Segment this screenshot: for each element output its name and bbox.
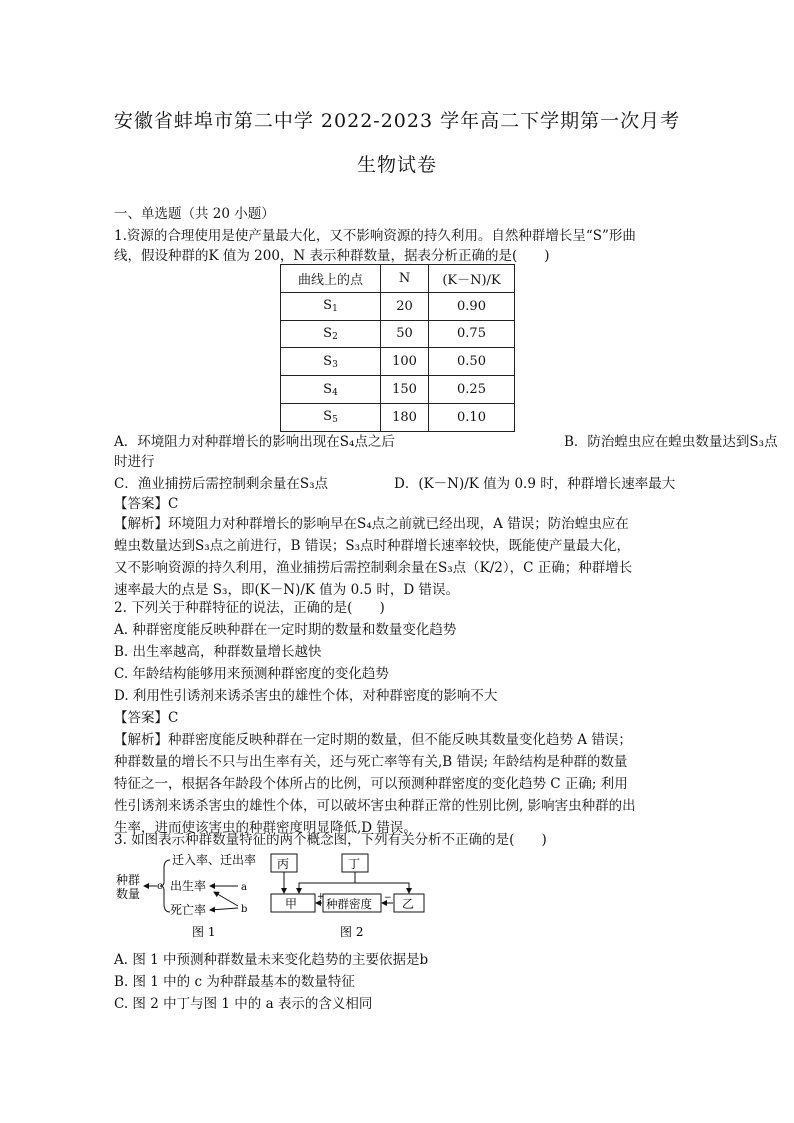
cell-n: 50 <box>381 320 429 348</box>
q1-analysis-line: 【解析】环境阻力对种群增长的影响早在S₄点之前就已经出现，A 错误；防治蝗虫应在 <box>114 516 629 532</box>
figure-1-diagram <box>110 850 270 942</box>
fig1-label-b: b <box>241 904 248 915</box>
fig2-yi: 乙 <box>402 897 415 911</box>
q1-option-c: C．渔业捕捞后需控制剩余量在S₃点 <box>114 476 328 492</box>
q2-analysis-line: 【解析】种群密度能反映种群在一定时期的数量，但不能反映其数量变化趋势 A 错误； <box>114 732 632 748</box>
q3-option: B. 图 1 中的 c 为种群最基本的数量特征 <box>114 974 355 990</box>
q3-option: A. 图 1 中预测种群数量未来变化趋势的主要依据是b <box>114 952 429 968</box>
table-row <box>281 292 515 320</box>
section-heading: 一、单选题（共 20 小题） <box>114 206 275 222</box>
q1-option-b-cont: 时进行 <box>114 454 155 470</box>
fig2-minus: − <box>384 893 392 903</box>
q1-options-ab <box>114 432 778 452</box>
q1-option-b: B．防治蝗虫应在蝗虫数量达到S₃点 <box>564 434 778 450</box>
cell-ratio: 0.10 <box>429 403 515 431</box>
exam-title: 安徽省蚌埠市第二中学 2022-2023 学年高二下学期第一次月考 <box>113 110 681 132</box>
fig1-arrow-b-death <box>210 908 238 910</box>
q2-option: A. 种群密度能反映种群在一定时期的数量和数量变化趋势 <box>114 622 457 638</box>
cell-n: 20 <box>381 292 429 320</box>
table-row <box>281 376 515 404</box>
fig2-density: 种群密度 <box>326 897 372 911</box>
fig1-death-rate: 死亡率 <box>170 903 207 917</box>
cell-ratio: 0.90 <box>429 292 515 320</box>
q1-analysis-line: 速率最大的点是 S₃，即(K－N)/K 值为 0.5 时，D 错误。 <box>114 582 459 598</box>
cell-point: $S_5$ <box>281 403 381 431</box>
fig1-label-c: c <box>157 881 163 892</box>
table-row <box>281 320 515 348</box>
q2-answer: 【答案】C <box>114 710 179 726</box>
cell-point: $S_3$ <box>281 348 381 376</box>
q2-analysis-line: 种群数量的增长不只与出生率有关，还与死亡率等有关,B 错误; 年龄结构是种群的数量 <box>114 754 628 770</box>
q2-option: D. 利用性引诱剂来诱杀害虫的雄性个体，对种群密度的影响不大 <box>114 688 498 704</box>
q1-analysis-line: 蝗虫数量达到S₃点之前进行，B 错误；S₃点时种群增长速率较快，既能使产量最大化， <box>114 538 631 554</box>
fig2-caption: 图 2 <box>340 925 364 939</box>
fig1-migration: 迁入率、迁出率 <box>172 853 257 867</box>
cell-n: 180 <box>381 403 429 431</box>
header-ratio: (K－N)/K <box>429 265 515 293</box>
fig2-arrow-ding-jia <box>299 872 355 893</box>
q3-stem: 3. 如图表示种群数量特征的两个概念图，下列有关分析不正确的是( ) <box>114 832 547 848</box>
cell-point: $S_2$ <box>281 320 381 348</box>
q2-analysis-line: 生率，进而使该害虫的种群密度明显降低,D 错误。 <box>114 820 417 836</box>
fig2-plus: + <box>317 892 325 902</box>
exam-subtitle: 生物试卷 <box>356 154 437 176</box>
q1-options-cd <box>114 474 684 494</box>
table-row <box>281 348 515 376</box>
fig2-jia: 甲 <box>285 897 298 911</box>
fig1-brace <box>160 860 170 912</box>
cell-ratio: 0.50 <box>429 348 515 376</box>
table-header-row <box>281 265 515 293</box>
figure-2-diagram <box>268 850 432 942</box>
header-n: N <box>381 265 429 293</box>
fig2-ding: 丁 <box>348 857 361 871</box>
q2-option: B. 出生率越高，种群数量增长越快 <box>114 644 322 660</box>
q2-analysis-line: 性引诱剂来诱杀害虫的雄性个体，可以破坏害虫种群正常的性别比例, 影响害虫种群的出 <box>114 798 636 814</box>
fig1-population-bottom: 数量 <box>116 887 141 901</box>
q2-stem: 2. 下列关于种群特征的说法，正确的是( ) <box>114 600 385 616</box>
cell-n: 150 <box>381 376 429 404</box>
q1-option-d: D．(K－N)/K 值为 0.9 时，种群增长速率最大 <box>394 476 676 492</box>
cell-ratio: 0.25 <box>429 376 515 404</box>
q1-option-a: A．环境阻力对种群增长的影响出现在S₄点之后 <box>114 434 395 450</box>
cell-point: $S_1$ <box>281 292 381 320</box>
fig2-arrow-ding-yi <box>355 883 409 893</box>
cell-ratio: 0.75 <box>429 320 515 348</box>
q1-stem-line2: 线，假设种群的K 值为 200，N 表示种群数量，据表分析正确的是( ) <box>114 248 550 264</box>
fig1-caption: 图 1 <box>192 925 216 939</box>
fig2-bing: 丙 <box>277 857 290 871</box>
fig1-label-a: a <box>241 882 247 893</box>
fig1-birth-rate: 出生率 <box>170 879 207 893</box>
cell-n: 100 <box>381 348 429 376</box>
fig1-population-top: 种群 <box>116 873 141 887</box>
q1-data-table <box>280 264 515 432</box>
q1-stem-line1: 1.资源的合理使用是使产量最大化，又不影响资源的持久利用。自然种群增长呈“S”形曲 <box>114 228 636 244</box>
table-row <box>281 403 515 431</box>
q3-option: C. 图 2 中丁与图 1 中的 a 表示的含义相同 <box>114 996 373 1012</box>
cell-point: $S_4$ <box>281 376 381 404</box>
header-point: 曲线上的点 <box>281 265 381 293</box>
q2-analysis-line: 特征之一，根据各年龄段个体所占的比例，可以预测种群密度的变化趋势 C 正确; 利用 <box>114 776 628 792</box>
q1-answer: 【答案】C <box>114 496 179 512</box>
q2-option: C. 年龄结构能够用来预测种群密度的变化趋势 <box>114 666 389 682</box>
q1-analysis-line: 又不影响资源的持久利用，渔业捕捞后需控制剩余量在S₃点（K/2），C 正确；种群增长 <box>114 560 633 576</box>
fig1-arrow-b-birth <box>214 892 238 906</box>
